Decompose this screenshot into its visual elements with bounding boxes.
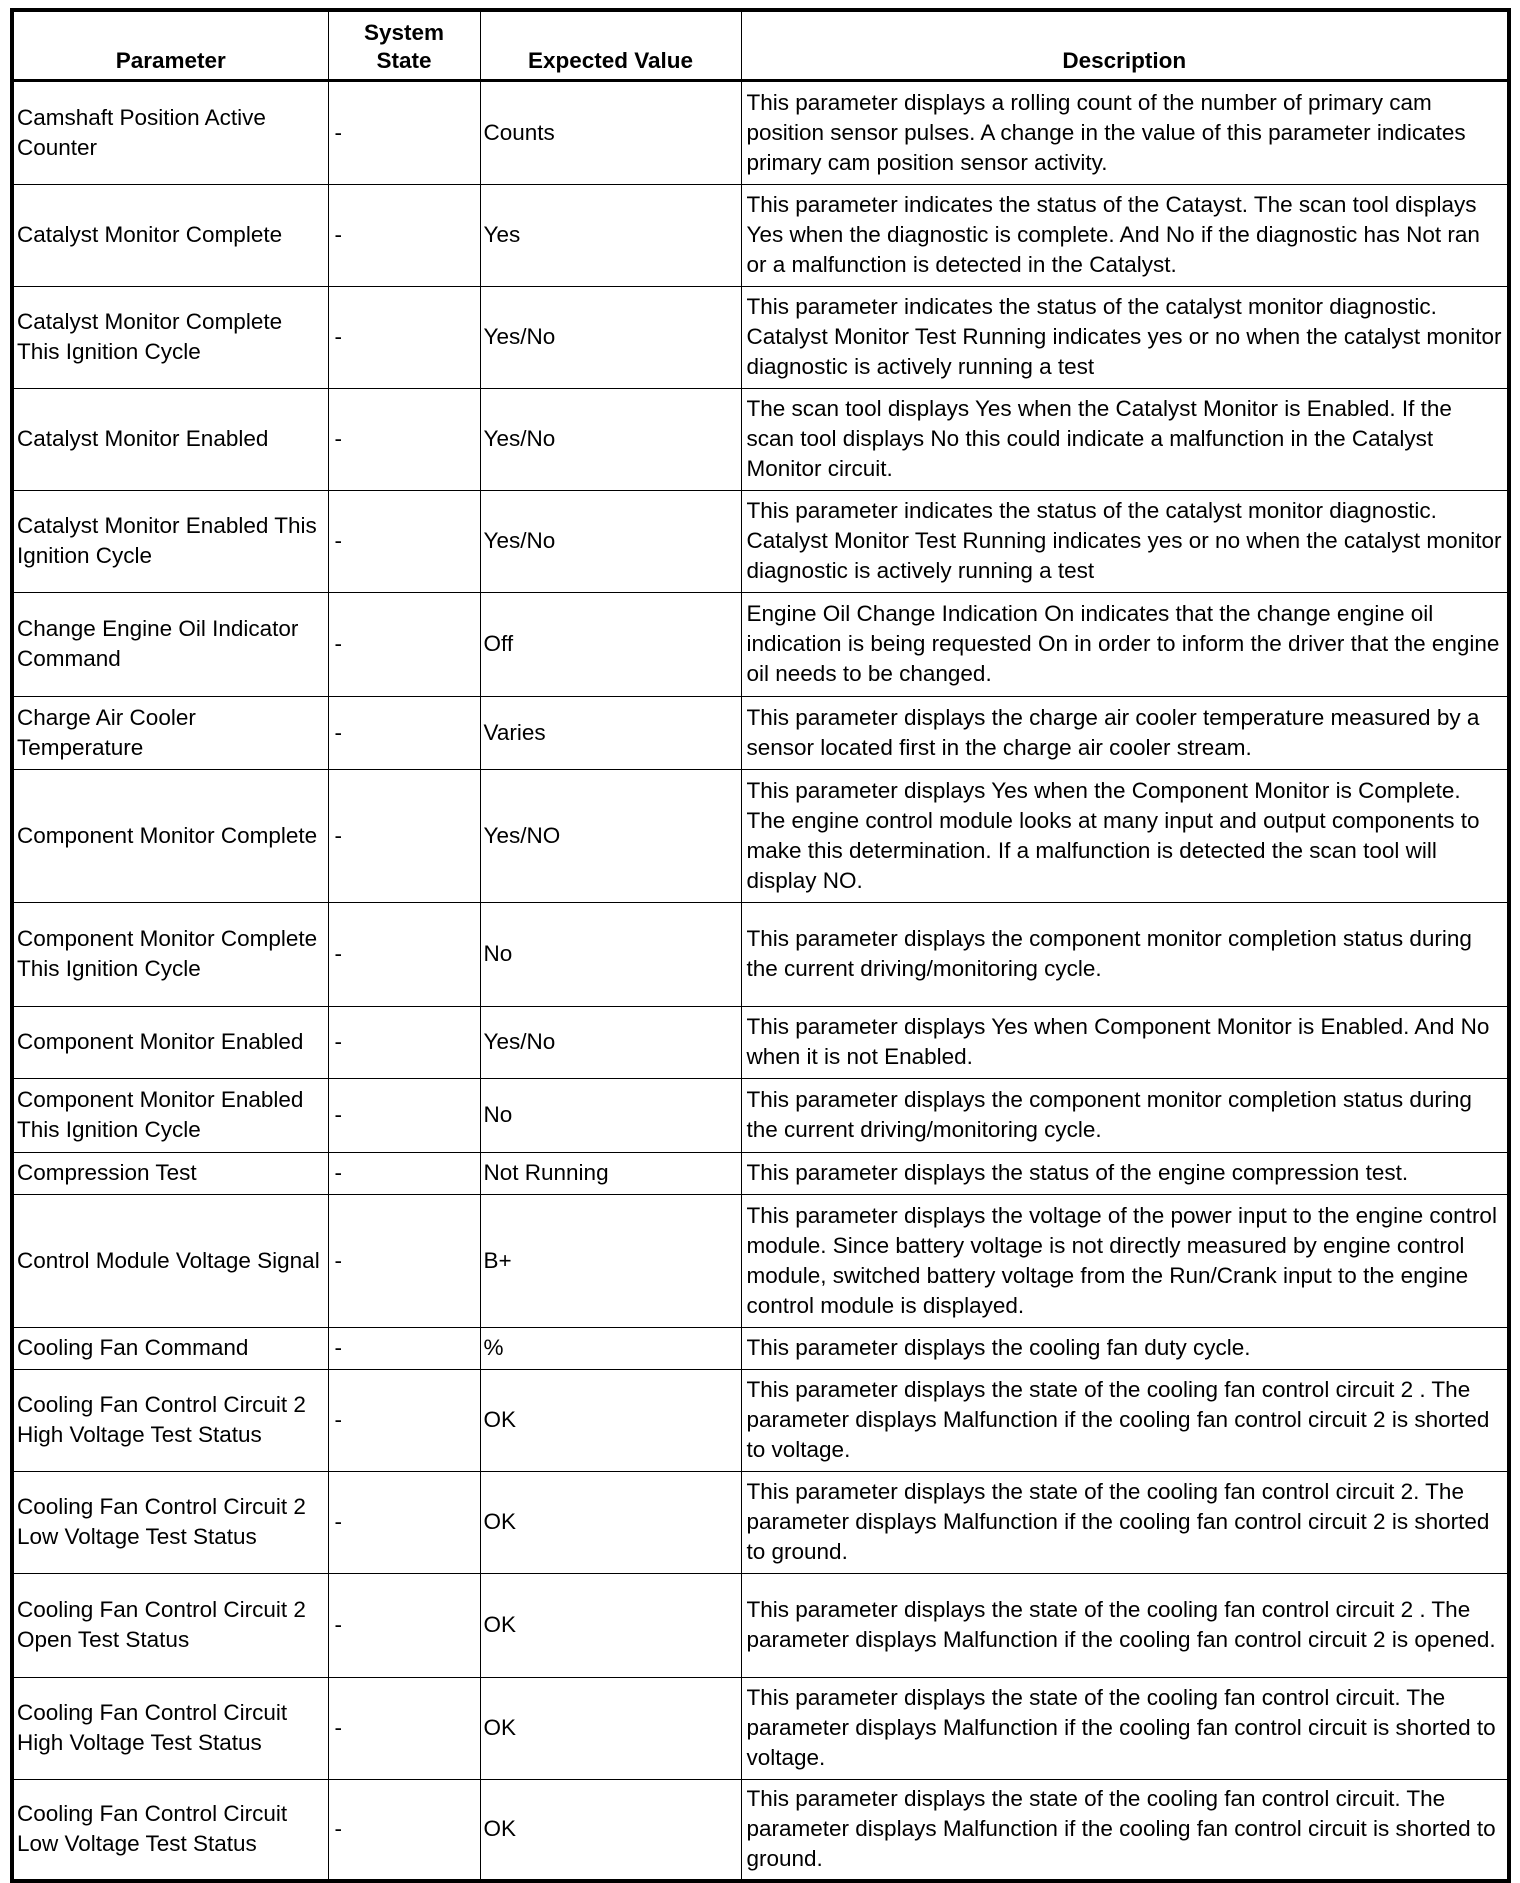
- parameter-cell: Cooling Fan Control Circuit 2 Low Voltage Test Status: [12, 1471, 328, 1573]
- table-row: [12, 1006, 1509, 1078]
- table-row: [12, 902, 1509, 1006]
- expected-value-cell: %: [480, 1327, 741, 1369]
- description-cell: This parameter displays Yes when the Component Monitor is Complete. The engine control module looks at many input and output components to make this determination. If a malfunction is detected the scan tool will display NO.: [741, 769, 1509, 902]
- table-row: [12, 1194, 1509, 1327]
- parameter-cell: Component Monitor Complete This Ignition Cycle: [12, 902, 328, 1006]
- description-cell: This parameter displays the voltage of the power input to the engine control module. Since battery voltage is not directly measured by engine control module, switched battery voltage from the Run/Crank input to the engine control module is displayed.: [741, 1194, 1509, 1327]
- header-system-state: System State: [328, 10, 480, 80]
- parameter-cell: Cooling Fan Control Circuit 2 Open Test Status: [12, 1573, 328, 1677]
- expected-value-cell: OK: [480, 1369, 741, 1471]
- system-state-cell: -: [328, 1152, 480, 1194]
- description-cell: This parameter displays a rolling count of the number of primary cam position sensor pulses. A change in the value of this parameter indicates primary cam position sensor activity.: [741, 80, 1509, 184]
- expected-value-cell: OK: [480, 1471, 741, 1573]
- header-expected-value: Expected Value: [480, 10, 741, 80]
- description-cell: This parameter displays the state of the cooling fan control circuit 2 . The parameter displays Malfunction if the cooling fan control circuit 2 is opened.: [741, 1573, 1509, 1677]
- system-state-cell: -: [328, 696, 480, 769]
- system-state-cell: -: [328, 769, 480, 902]
- description-cell: This parameter displays the state of the cooling fan control circuit 2. The parameter displays Malfunction if the cooling fan control circuit 2 is shorted to ground.: [741, 1471, 1509, 1573]
- description-cell: This parameter displays the state of the cooling fan control circuit 2 . The parameter displays Malfunction if the cooling fan control circuit 2 is shorted to voltage.: [741, 1369, 1509, 1471]
- expected-value-cell: No: [480, 902, 741, 1006]
- description-cell: This parameter displays the state of the cooling fan control circuit. The parameter displays Malfunction if the cooling fan control circuit is shorted to voltage.: [741, 1677, 1509, 1779]
- parameter-cell: Component Monitor Complete: [12, 769, 328, 902]
- description-cell: This parameter displays the state of the cooling fan control circuit. The parameter displays Malfunction if the cooling fan control circuit is shorted to ground.: [741, 1779, 1509, 1881]
- table-row: [12, 388, 1509, 490]
- expected-value-cell: Not Running: [480, 1152, 741, 1194]
- expected-value-cell: Counts: [480, 80, 741, 184]
- table-row: [12, 1471, 1509, 1573]
- header-description: Description: [741, 10, 1509, 80]
- expected-value-cell: Yes: [480, 184, 741, 286]
- expected-value-cell: Off: [480, 592, 741, 696]
- table-row: [12, 769, 1509, 902]
- expected-value-cell: Yes/No: [480, 1006, 741, 1078]
- expected-value-cell: B+: [480, 1194, 741, 1327]
- description-cell: Engine Oil Change Indication On indicates that the change engine oil indication is being requested On in order to inform the driver that the engine oil needs to be changed.: [741, 592, 1509, 696]
- table-row: [12, 1779, 1509, 1881]
- table-row: [12, 1573, 1509, 1677]
- system-state-cell: -: [328, 80, 480, 184]
- parameter-cell: Charge Air Cooler Temperature: [12, 696, 328, 769]
- table-row: [12, 1369, 1509, 1471]
- table-row: [12, 184, 1509, 286]
- system-state-cell: -: [328, 1369, 480, 1471]
- system-state-cell: -: [328, 902, 480, 1006]
- parameter-cell: Cooling Fan Control Circuit High Voltage Test Status: [12, 1677, 328, 1779]
- table-row: [12, 592, 1509, 696]
- parameter-cell: Compression Test: [12, 1152, 328, 1194]
- expected-value-cell: OK: [480, 1779, 741, 1881]
- description-cell: The scan tool displays Yes when the Catalyst Monitor is Enabled. If the scan tool displays No this could indicate a malfunction in the Catalyst Monitor circuit.: [741, 388, 1509, 490]
- system-state-cell: -: [328, 388, 480, 490]
- parameter-cell: Change Engine Oil Indicator Command: [12, 592, 328, 696]
- expected-value-cell: Yes/No: [480, 490, 741, 592]
- system-state-cell: -: [328, 1573, 480, 1677]
- table-body: [12, 80, 1509, 1881]
- parameter-cell: Cooling Fan Control Circuit 2 High Voltage Test Status: [12, 1369, 328, 1471]
- parameter-cell: Control Module Voltage Signal: [12, 1194, 328, 1327]
- system-state-cell: -: [328, 1677, 480, 1779]
- description-cell: This parameter displays the charge air cooler temperature measured by a sensor located first in the charge air cooler stream.: [741, 696, 1509, 769]
- parameter-cell: Catalyst Monitor Enabled: [12, 388, 328, 490]
- expected-value-cell: OK: [480, 1677, 741, 1779]
- header-parameter: Parameter: [12, 10, 328, 80]
- parameter-cell: Component Monitor Enabled: [12, 1006, 328, 1078]
- expected-value-cell: Yes/NO: [480, 769, 741, 902]
- system-state-cell: -: [328, 1779, 480, 1881]
- system-state-cell: -: [328, 286, 480, 388]
- description-cell: This parameter displays Yes when Component Monitor is Enabled. And No when it is not Enabled.: [741, 1006, 1509, 1078]
- parameter-cell: Catalyst Monitor Enabled This Ignition Cycle: [12, 490, 328, 592]
- table-header-row: [12, 10, 1509, 80]
- parameter-cell: Catalyst Monitor Complete This Ignition Cycle: [12, 286, 328, 388]
- system-state-cell: -: [328, 1006, 480, 1078]
- system-state-cell: -: [328, 1078, 480, 1152]
- table-row: [12, 1677, 1509, 1779]
- table-row: [12, 80, 1509, 184]
- system-state-cell: -: [328, 490, 480, 592]
- table-row: [12, 1152, 1509, 1194]
- description-cell: This parameter displays the component monitor completion status during the current driving/monitoring cycle.: [741, 1078, 1509, 1152]
- description-cell: This parameter indicates the status of the catalyst monitor diagnostic. Catalyst Monitor Test Running indicates yes or no when the catalyst monitor diagnostic is actively running a test: [741, 490, 1509, 592]
- description-cell: This parameter indicates the status of the catalyst monitor diagnostic. Catalyst Monitor Test Running indicates yes or no when the catalyst monitor diagnostic is actively running a test: [741, 286, 1509, 388]
- parameter-cell: Catalyst Monitor Complete: [12, 184, 328, 286]
- system-state-cell: -: [328, 1471, 480, 1573]
- table-row: [12, 696, 1509, 769]
- parameter-cell: Component Monitor Enabled This Ignition Cycle: [12, 1078, 328, 1152]
- description-cell: This parameter displays the status of the engine compression test.: [741, 1152, 1509, 1194]
- table-row: [12, 1078, 1509, 1152]
- expected-value-cell: OK: [480, 1573, 741, 1677]
- expected-value-cell: No: [480, 1078, 741, 1152]
- description-cell: This parameter indicates the status of the Catayst. The scan tool displays Yes when the diagnostic is complete. And No if the diagnostic has Not ran or a malfunction is detected in the Catalyst.: [741, 184, 1509, 286]
- expected-value-cell: Yes/No: [480, 286, 741, 388]
- system-state-cell: -: [328, 184, 480, 286]
- parameter-cell: Cooling Fan Command: [12, 1327, 328, 1369]
- description-cell: This parameter displays the component monitor completion status during the current driving/monitoring cycle.: [741, 902, 1509, 1006]
- expected-value-cell: Yes/No: [480, 388, 741, 490]
- parameter-cell: Camshaft Position Active Counter: [12, 80, 328, 184]
- expected-value-cell: Varies: [480, 696, 741, 769]
- parameter-table: [10, 8, 1511, 1883]
- description-cell: This parameter displays the cooling fan duty cycle.: [741, 1327, 1509, 1369]
- parameter-cell: Cooling Fan Control Circuit Low Voltage Test Status: [12, 1779, 328, 1881]
- table-row: [12, 286, 1509, 388]
- system-state-cell: -: [328, 592, 480, 696]
- system-state-cell: -: [328, 1327, 480, 1369]
- table-row: [12, 490, 1509, 592]
- system-state-cell: -: [328, 1194, 480, 1327]
- table-row: [12, 1327, 1509, 1369]
